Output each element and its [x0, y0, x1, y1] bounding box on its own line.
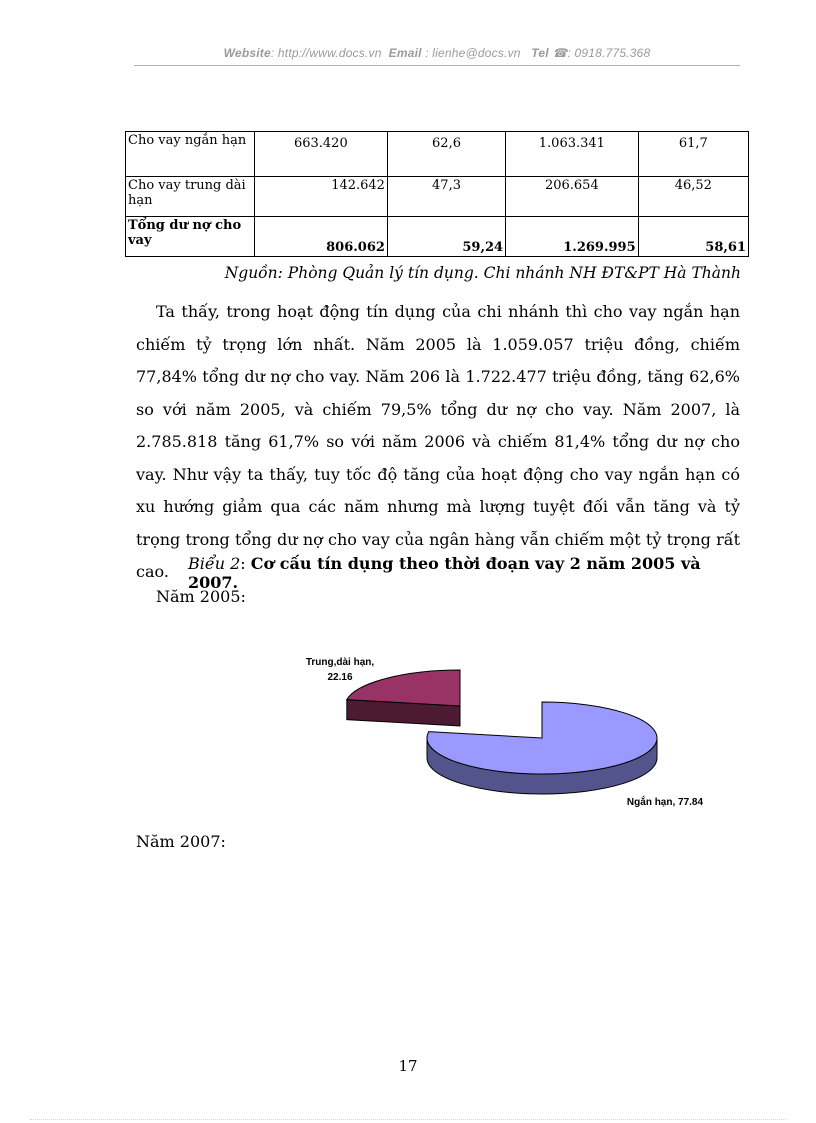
header-divider [134, 65, 740, 66]
credit-table [125, 131, 749, 257]
tel-value: : 0918.775.368 [567, 46, 651, 60]
table-cell: 46,52 [638, 177, 748, 217]
row-label: Cho vay ngắn hạn [126, 132, 255, 177]
page-number: 17 [398, 1057, 418, 1075]
year-2005-label: Năm 2005: [156, 587, 246, 606]
paragraph-text: Ta thấy, trong hoạt động tín dụng của chi nhánh thì cho vay ngắn hạn chiếm tỷ trọng lớn nhất. Năm 2005 là 1.059.057 triệu đồng, chiếm 77,84% tổng dư nợ cho vay. Năm 206 là 1.722.477 triệu đồng, tăng 62,6% so với năm 2005, và chiếm 79,5% tổng dư nợ cho vay. Năm 2007, là 2.785.818 tăng 61,7% so với năm 2006 và chiếm 81,4% tổng dư nợ cho vay. Như vậy ta thấy, tuy tốc độ tăng của hoạt động cho vay ngắn hạn có xu hướng giảm qua các năm nhưng mà lượng tuyệt đối vẫn tăng và tỷ trọng trong tổng dư nợ cho vay của ngân hàng vẫn chiếm một tỷ trọng rất cao. [136, 302, 740, 581]
table-cell: 61,7 [638, 132, 748, 177]
pie-slice-short-term [427, 702, 657, 794]
label-short-term: Ngắn hạn, 77.84 [626, 797, 704, 808]
table-row [126, 217, 749, 257]
website-label: Website [223, 46, 271, 60]
slice-top [427, 702, 657, 774]
caption-title: Cơ cấu tín dụng theo thời đoạn vay 2 năm 2005 và 2007. [188, 554, 701, 592]
table-row [126, 177, 749, 217]
table-cell: 58,61 [638, 217, 748, 257]
footer-divider [30, 1119, 786, 1120]
table-cell: 1.063.341 [506, 132, 639, 177]
body-paragraph [136, 296, 740, 589]
table-cell: 62,6 [387, 132, 505, 177]
table-cell: 663.420 [254, 132, 387, 177]
value-medium-long-term: 22.16 [327, 672, 353, 683]
pie-slice-medium-long-term [347, 670, 460, 726]
tel-label: Tel [531, 46, 549, 60]
caption-prefix: Biểu 2 [188, 554, 241, 573]
website-value[interactable]: : http://www.docs.vn [270, 46, 382, 60]
page-header [134, 46, 740, 60]
phone-icon: ☎ [552, 46, 568, 60]
year-2007-label: Năm 2007: [136, 832, 226, 851]
table-source: Nguồn: Phòng Quản lý tín dụng. Chi nhánh NH ĐT&PT Hà Thành [224, 264, 741, 282]
email-value[interactable]: : lienhe@docs.vn [425, 46, 521, 60]
pie-chart-2005 [290, 650, 730, 820]
table-cell: 806.062 [254, 217, 387, 257]
table-cell: 142.642 [254, 177, 387, 217]
table-cell: 59,24 [387, 217, 505, 257]
row-label: Cho vay trung dài hạn [126, 177, 255, 217]
chart-caption: Biểu 2: Cơ cấu tín dụng theo thời đoạn vay 2 năm 2005 và 2007. [188, 554, 701, 592]
table-cell: 206.654 [506, 177, 639, 217]
slice-top [347, 670, 460, 706]
table-row [126, 132, 749, 177]
label-medium-long-term: Trung,dài hạn, [305, 657, 375, 668]
table-cell: 1.269.995 [506, 217, 639, 257]
row-label: Tổng dư nợ cho vay [126, 217, 255, 257]
table-cell: 47,3 [387, 177, 505, 217]
email-label: Email [388, 46, 422, 60]
